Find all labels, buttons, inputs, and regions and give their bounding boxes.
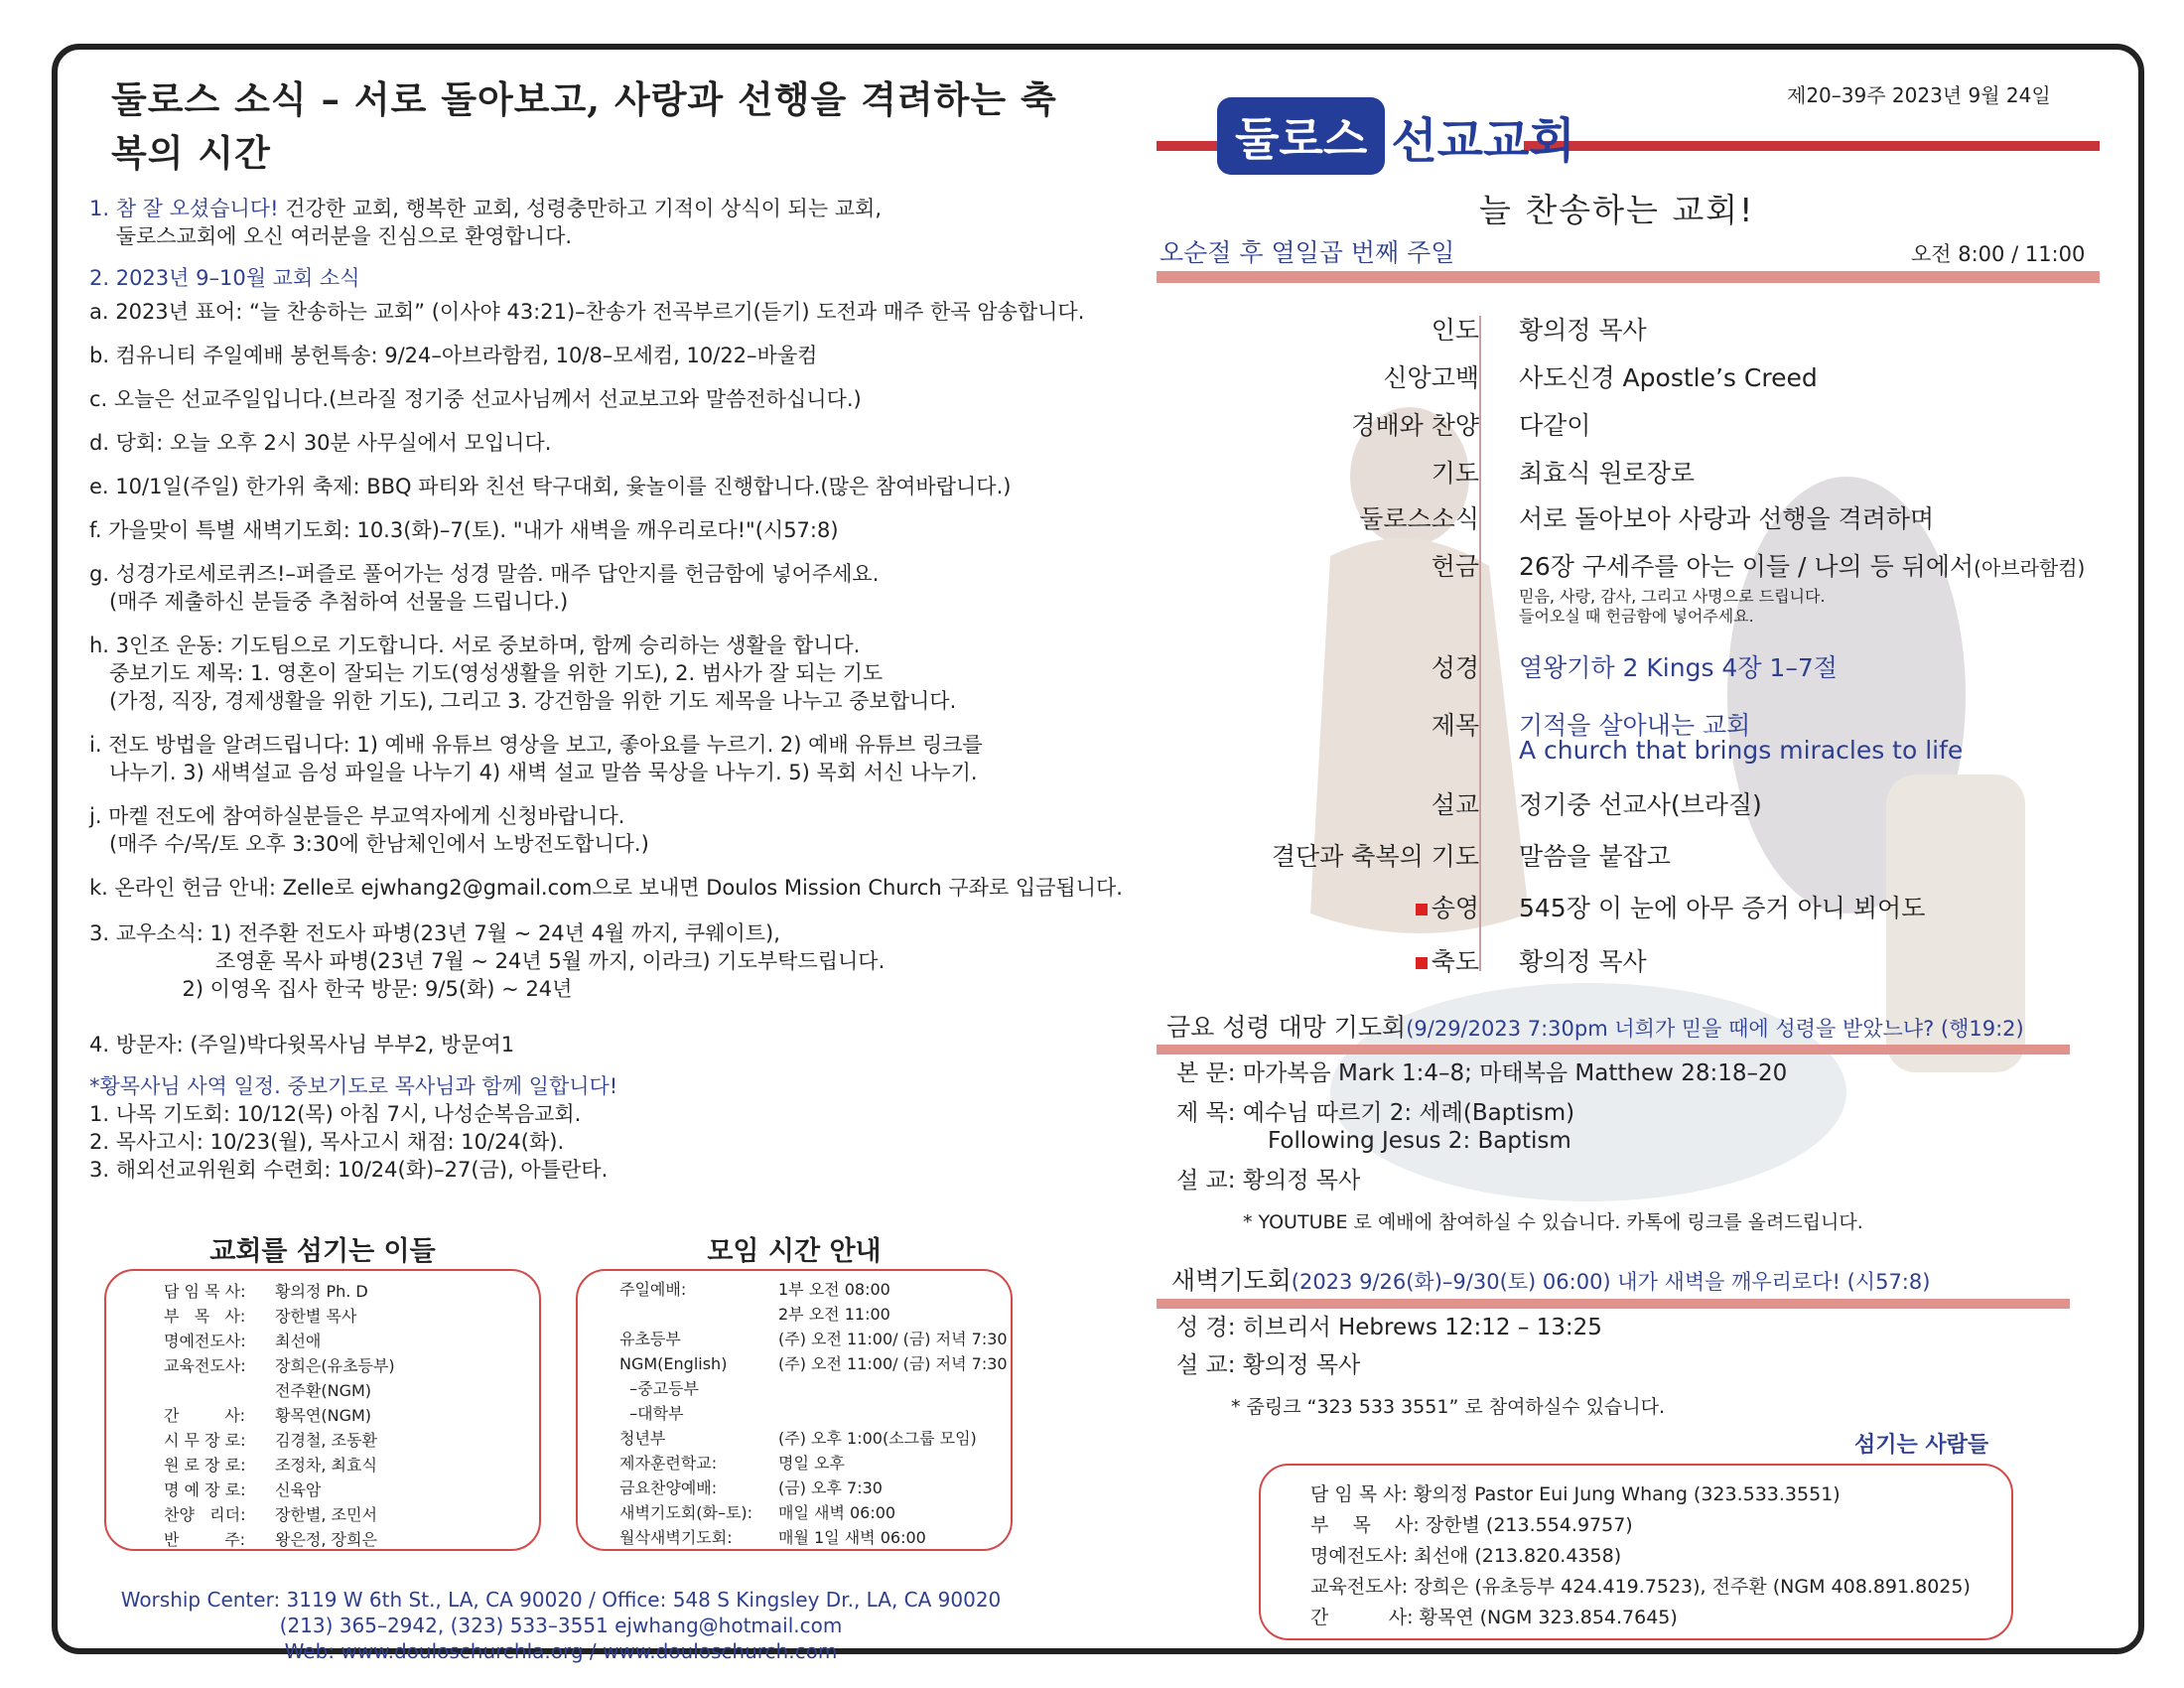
friday-note: * YOUTUBE 로 예배에 참여하실 수 있습니다. 카톡에 링크를 올려드립니다. xyxy=(1243,1211,1863,1233)
servants-box xyxy=(104,1269,541,1551)
servers-row: 교육전도사: 장희은 (유초등부 424.419.7523), 전주환 (NGM 408.891.8025) xyxy=(1310,1576,1971,1598)
info-key: 명예전도사: xyxy=(164,1332,246,1350)
info-row xyxy=(164,1353,539,1378)
info-key: 찬양 리더: xyxy=(164,1505,246,1524)
info-key xyxy=(619,1302,778,1327)
motto: 늘 찬송하는 교회! xyxy=(1479,191,1755,229)
info-key: 새벽기도회(화–토): xyxy=(619,1503,753,1522)
news-item-a: a. 2023년 표어: “늘 찬송하는 교회” (이사야 43:21)–찬송가 전곡부르기(듣기) 도전과 매주 한곡 암송합니다. xyxy=(89,300,1085,324)
info-key: –대학부 xyxy=(619,1404,684,1423)
bullet-square-icon xyxy=(1416,957,1428,969)
church-logo xyxy=(1217,95,1575,177)
news-item-k: k. 온라인 헌금 안내: Zelle로 ejwhang2@gmail.com으로 보내면 Doulos Mission Church 구좌로 입금됩니다. xyxy=(89,876,1123,900)
info-value: (금) 오후 7:30 xyxy=(778,1478,883,1497)
logo-bar-right xyxy=(1524,141,2100,151)
info-row xyxy=(164,1477,539,1502)
schedule-box xyxy=(576,1269,1013,1551)
friday-divider xyxy=(1157,1045,2070,1055)
order-label xyxy=(1416,889,1479,924)
info-row xyxy=(164,1329,539,1353)
info-key: 유초등부 xyxy=(619,1330,681,1348)
order-label: 인도 xyxy=(1431,316,1479,345)
info-row xyxy=(164,1279,539,1304)
order-value: 황의정 목사 xyxy=(1519,316,1647,345)
info-value: 조정차, 최효식 xyxy=(275,1456,377,1475)
info-row xyxy=(164,1403,539,1428)
order-value: 말씀을 붙잡고 xyxy=(1519,842,1671,871)
info-value: 김경철, 조동환 xyxy=(275,1431,377,1450)
info-row xyxy=(619,1476,1011,1500)
pastor-schedule-2: 2. 목사고시: 10/23(월), 목사고시 채점: 10/24(화). xyxy=(89,1130,565,1154)
info-key: 담 임 목 사: xyxy=(164,1282,246,1301)
info-key: –중고등부 xyxy=(619,1379,699,1398)
friday-topic: 제 목: 예수님 따르기 2: 세례(Baptism) xyxy=(1176,1100,1575,1126)
dawn-subtitle: (2023 9/26(화)–9/30(토) 06:00) 내가 새벽을 깨우리로다! (시57:8) xyxy=(1291,1270,1931,1294)
servers-row: 부 목 사: 장한별 (213.554.9757) xyxy=(1310,1514,1633,1536)
left-column xyxy=(89,70,1123,1184)
info-key: 금요찬양예배: xyxy=(619,1478,718,1497)
news-item-b: b. 컴유니티 주일예배 봉헌특송: 9/24–아브라함컴, 10/8–모세컴, 10/22–바울컴 xyxy=(89,344,818,367)
info-value: 매월 1일 새벽 06:00 xyxy=(778,1528,926,1547)
order-value: 열왕기하 2 Kings 4장 1–7절 xyxy=(1519,653,1838,682)
pastor-schedule-title: *황목사님 사역 일정. 중보기도로 목사님과 함께 일합니다! xyxy=(89,1074,618,1098)
info-row xyxy=(164,1304,539,1329)
order-value: 서로 돌아보아 사랑과 선행을 격려하며 xyxy=(1519,504,1935,533)
friday-preacher: 설 교: 황의정 목사 xyxy=(1176,1168,1361,1194)
info-key: 명 예 장 로: xyxy=(164,1480,246,1499)
section-church-news: 2. 2023년 9–10월 교회 소식 xyxy=(89,266,360,290)
info-key: 시 무 장 로: xyxy=(164,1431,246,1450)
visitors: 4. 방문자: (주일)박다윗목사님 부부2, 방문여1 xyxy=(89,1033,515,1056)
offering-note xyxy=(1519,587,1826,627)
bullet-square-icon xyxy=(1416,904,1428,915)
welcome-text: 건강한 교회, 행복한 교회, 성령충만하고 기적이 상식이 되는 교회, xyxy=(278,197,883,220)
news-heading: 둘로스 소식 – 서로 돌아보고, 사랑과 선행을 격려하는 축복의 시간 xyxy=(111,77,1057,175)
order-label: 신앙고백 xyxy=(1383,363,1479,392)
dawn-divider xyxy=(1157,1299,2070,1309)
issue-date: 제20–39주 2023년 9월 24일 xyxy=(1787,83,2051,107)
info-key xyxy=(164,1378,275,1403)
servers-row: 명예전도사: 최선애 (213.820.4358) xyxy=(1310,1545,1622,1567)
info-row xyxy=(619,1525,1011,1550)
info-value: 황목연(NGM) xyxy=(275,1406,372,1425)
info-row xyxy=(164,1378,539,1403)
info-row xyxy=(619,1451,1011,1476)
order-value: 사도신경 Apostle’s Creed xyxy=(1519,363,1818,392)
info-value: 매일 새벽 06:00 xyxy=(778,1503,896,1522)
footer-phone-email: (213) 365–2942, (323) 533–3551 ejwhang@hotmail.com xyxy=(279,1614,843,1637)
news-item-g-2: (매주 제출하신 분들중 추첨하여 선물을 드립니다.) xyxy=(89,590,569,614)
servers-title: 섬기는 사람들 xyxy=(1854,1433,1989,1458)
order-label: 헌금 xyxy=(1431,552,1479,581)
info-value: 전주환(NGM) xyxy=(275,1381,372,1400)
dawn-note: * 줌링크 “323 533 3551” 로 참여하실수 있습니다. xyxy=(1231,1396,1665,1418)
sunday-name: 오순절 후 열일곱 번째 주일 xyxy=(1160,238,1455,267)
news-item-i-2: 나누기. 3) 새벽설교 음성 파일을 나누기 4) 새벽 설교 말씀 묵상을 나누기. 5) 목회 서신 나누기. xyxy=(89,761,978,784)
member-news-3: 2) 이영옥 집사 한국 방문: 9/5(화) ~ 24년 xyxy=(89,977,573,1001)
welcome-emphasis: 1. 참 잘 오셨습니다! xyxy=(89,197,279,220)
news-item-f: f. 가을맞이 특별 새벽기도회: 10.3(화)–7(토). "내가 새벽을 깨우리로다!"(시57:8) xyxy=(89,518,839,542)
info-key: 간 사: xyxy=(164,1406,246,1425)
info-row xyxy=(164,1502,539,1527)
order-value: 545장 이 눈에 아무 증거 아니 뵈어도 xyxy=(1519,894,1926,922)
info-value: 2부 오전 11:00 xyxy=(778,1305,890,1324)
info-value: 명일 오후 xyxy=(778,1454,845,1473)
servers-box xyxy=(1259,1464,2013,1640)
order-value: 기적을 살아내는 교회 xyxy=(1519,711,1751,740)
dawn-title: 새벽기도회 xyxy=(1171,1266,1292,1295)
footer-web: Web: www.douloschurchla.org / www.douloschurch.com xyxy=(284,1639,838,1663)
member-news-2: 조영훈 목사 파병(23년 7월 ~ 24년 5월 까지, 이라크) 기도부탁드립니다. xyxy=(89,949,886,973)
order-value xyxy=(1519,547,2085,583)
offering-hymns: 26장 구세주를 아는 이들 / 나의 등 뒤에서 xyxy=(1519,552,1975,581)
dawn-text: 성 경: 히브리서 Hebrews 12:12 – 13:25 xyxy=(1176,1315,1602,1340)
info-row xyxy=(164,1527,539,1552)
info-value: (주) 오전 11:00/ (금) 저녁 7:30 xyxy=(778,1354,1008,1373)
order-label xyxy=(1416,942,1479,978)
info-row xyxy=(619,1376,1011,1401)
friday-prayer-heading xyxy=(1166,1008,2024,1044)
order-label: 기도 xyxy=(1431,459,1479,488)
info-row xyxy=(164,1428,539,1453)
info-row xyxy=(619,1351,1011,1376)
service-times: 오전 8:00 / 11:00 xyxy=(1911,242,2086,266)
order-label: 결단과 축복의 기도 xyxy=(1271,842,1479,871)
info-row xyxy=(619,1277,1011,1302)
info-key: 주일예배: xyxy=(619,1280,687,1299)
news-item-i-1: i. 전도 방법을 알려드립니다: 1) 예배 유튜브 영상을 보고, 좋아요를 누르기. 2) 예배 유튜브 링크를 xyxy=(89,733,983,757)
info-row xyxy=(619,1401,1011,1426)
info-row xyxy=(619,1426,1011,1451)
order-label: 경배와 찬양 xyxy=(1351,411,1479,440)
info-value: (주) 오전 11:00/ (금) 저녁 7:30 xyxy=(778,1330,1008,1348)
order-value: 다같이 xyxy=(1519,411,1591,440)
info-value: (주) 오후 1:00(소그룹 모임) xyxy=(778,1429,977,1448)
order-value: 정기중 선교사(브라질) xyxy=(1519,790,1762,819)
info-key: 반 주: xyxy=(164,1530,246,1549)
offering-paren: (아브라함컴) xyxy=(1974,556,2086,580)
info-key: 제자훈련학교: xyxy=(619,1454,718,1473)
dawn-preacher: 설 교: 황의정 목사 xyxy=(1176,1352,1361,1378)
info-key: NGM(English) xyxy=(619,1354,728,1373)
offering-note-2: 들어오실 때 헌금함에 넣어주세요. xyxy=(1519,607,1754,626)
pastor-schedule-3: 3. 해외선교위원회 수련회: 10/24(화)–27(금), 아틀란타. xyxy=(89,1158,609,1182)
order-label-text: 송영 xyxy=(1431,894,1479,922)
news-item-e: e. 10/1일(주일) 한가위 축제: BBQ 파티와 친선 탁구대회, 윷놀이를 진행합니다.(많은 참여바랍니다.) xyxy=(89,475,1012,498)
info-row xyxy=(619,1302,1011,1327)
info-value: 장희은(유초등부) xyxy=(275,1356,395,1375)
footer-contact xyxy=(89,1587,1032,1664)
friday-topic-en: Following Jesus 2: Baptism xyxy=(1268,1128,1571,1154)
order-label: 성경 xyxy=(1431,653,1479,682)
news-item-g-1: g. 성경가로세로퀴즈!–퍼즐로 풀어가는 성경 말씀. 매주 답안지를 헌금함에 넣어주세요. xyxy=(89,562,880,586)
info-row xyxy=(164,1453,539,1477)
logo-bar-left xyxy=(1157,141,1218,151)
info-key: 원 로 장 로: xyxy=(164,1456,246,1475)
order-label-text: 축도 xyxy=(1431,947,1479,976)
info-row xyxy=(619,1500,1011,1525)
info-value: 장한별, 조민서 xyxy=(275,1505,377,1524)
header-divider xyxy=(1157,271,2100,283)
info-key: 부 목 사: xyxy=(164,1307,246,1326)
info-value: 최선애 xyxy=(275,1332,322,1350)
member-news-1: 3. 교우소식: 1) 전주환 전도사 파병(23년 7월 ~ 24년 4월 까지, 쿠웨이트), xyxy=(89,921,780,945)
news-item-h-2: 중보기도 제목: 1. 영혼이 잘되는 기도(영성생활을 위한 기도), 2. 범사가 잘 되는 기도 xyxy=(89,661,884,685)
friday-text: 본 문: 마가복음 Mark 1:4–8; 마태복음 Matthew 28:18–20 xyxy=(1176,1060,1788,1086)
logo-badge: 둘로스 xyxy=(1217,97,1385,175)
news-item-c: c. 오늘은 선교주일입니다.(브라질 정기중 선교사님께서 선교보고와 말씀전하십니다.) xyxy=(89,387,862,411)
news-item-j-2: (매주 수/목/토 오후 3:30에 한남체인에서 노방전도합니다.) xyxy=(89,832,649,856)
news-item-h-1: h. 3인조 운동: 기도팀으로 기도합니다. 서로 중보하며, 함께 승리하는 생활을 합니다. xyxy=(89,633,861,657)
footer-address: Worship Center: 3119 W 6th St., LA, CA 90020 / Office: 548 S Kingsley Dr., LA, CA 90020 xyxy=(120,1588,1002,1612)
dawn-prayer-heading xyxy=(1171,1261,1930,1297)
friday-subtitle: (9/29/2023 7:30pm 너희가 믿을 때에 성령을 받았느냐? (행19:2) xyxy=(1406,1017,2024,1041)
friday-title: 금요 성령 대망 기도회 xyxy=(1166,1013,1407,1042)
servants-box-title: 교회를 섬기는 이들 xyxy=(209,1236,436,1267)
offering-note-1: 믿음, 사랑, 감사, 그리고 사명으로 드립니다. xyxy=(1519,587,1826,606)
order-label: 설교 xyxy=(1431,790,1479,819)
schedule-box-title: 모임 시간 안내 xyxy=(707,1236,882,1267)
news-item-d: d. 당회: 오늘 오후 2시 30분 사무실에서 모입니다. xyxy=(89,431,552,455)
info-row xyxy=(619,1327,1011,1351)
logo-text: 선교교회 xyxy=(1391,112,1575,169)
info-value: 신육암 xyxy=(275,1480,322,1499)
info-key: 교육전도사: xyxy=(164,1356,246,1375)
order-value: 황의정 목사 xyxy=(1519,947,1647,976)
order-divider xyxy=(1479,316,1481,971)
info-value: 황의정 Ph. D xyxy=(275,1282,368,1301)
welcome-line-1 xyxy=(89,195,1072,222)
sermon-title-en: A church that brings miracles to life xyxy=(1519,736,1964,765)
order-label: 둘로스소식 xyxy=(1359,504,1479,533)
servers-row: 담 임 목 사: 황의정 Pastor Eui Jung Whang (323.533.3551) xyxy=(1310,1483,1841,1505)
info-value: 장한별 목사 xyxy=(275,1307,357,1326)
pastor-schedule-1: 1. 나목 기도회: 10/12(목) 아침 7시, 나성순복음교회. xyxy=(89,1102,582,1126)
info-value: 왕은정, 장희은 xyxy=(275,1530,377,1549)
servers-row: 간 사: 황목연 (NGM 323.854.7645) xyxy=(1310,1607,1678,1628)
order-value: 최효식 원로장로 xyxy=(1519,459,1695,488)
welcome-line-2: 둘로스교회에 오신 여러분을 진심으로 환영합니다. xyxy=(89,224,573,248)
news-item-h-3: (가정, 직장, 경제생활을 위한 기도), 그리고 3. 강건함을 위한 기도 제목을 나누고 중보합니다. xyxy=(89,689,957,713)
info-value: 1부 오전 08:00 xyxy=(778,1280,890,1299)
news-item-j-1: j. 마켙 전도에 참여하실분들은 부교역자에게 신청바랍니다. xyxy=(89,804,625,828)
info-key: 월삭새벽기도회: xyxy=(619,1528,733,1547)
order-label: 제목 xyxy=(1431,711,1479,740)
info-key: 청년부 xyxy=(619,1429,666,1448)
